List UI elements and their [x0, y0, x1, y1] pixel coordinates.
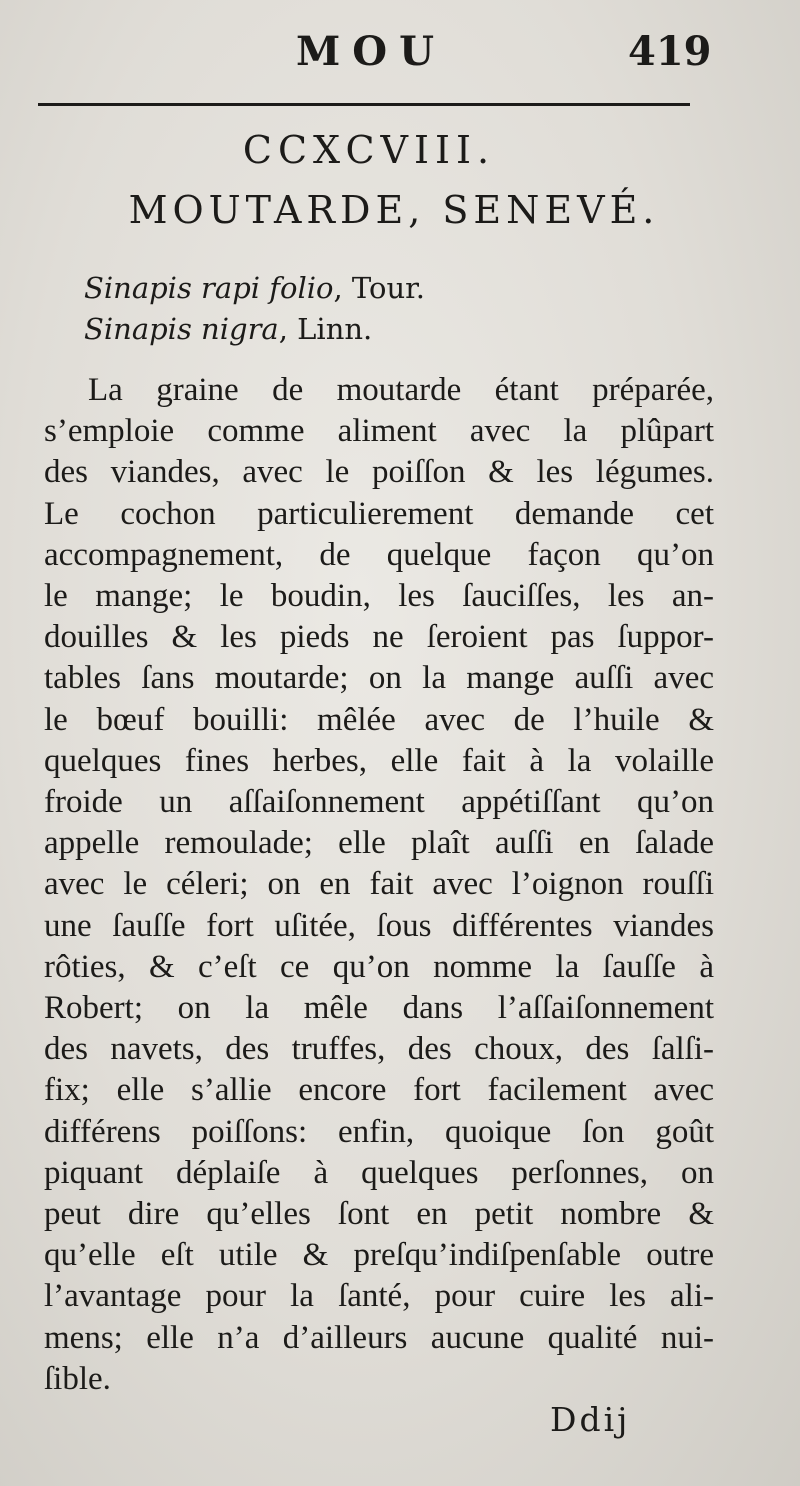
running-title: MOU: [296, 28, 447, 75]
text-line: accompagnement, de quelque façon qu’on: [44, 536, 714, 573]
text-line: fix; elle s’allie encore fort facilement avec: [44, 1072, 714, 1109]
text-line: des navets, des truffes, des choux, des ſalſi-: [44, 1031, 714, 1068]
synonym-latin-name: Sinapis rapi folio: [84, 271, 334, 305]
text-line: Le cochon particulierement demande cet: [44, 495, 714, 532]
signature-mark: Ddij: [550, 1400, 631, 1439]
section-number: CCXCVIII.: [242, 128, 496, 172]
text-line: quelques fines herbes, elle fait à la volaille: [44, 742, 714, 779]
synonym-separator: ,: [333, 271, 352, 305]
synonym-line: [84, 309, 425, 350]
text-line: froide un aſſaiſonnement appétiſſant qu’on: [44, 784, 714, 821]
text-line: l’avantage pour la ſanté, pour cuire les ali-: [44, 1278, 714, 1315]
text-line: s’emploie comme aliment avec la plûpart: [44, 413, 714, 450]
text-line: peut dire qu’elles ſont en petit nombre &: [44, 1196, 714, 1233]
text-line: mens; elle n’a d’ailleurs aucune qualité nui-: [44, 1319, 714, 1356]
text-line: ſible.: [44, 1360, 111, 1397]
botanical-synonyms: [84, 268, 425, 350]
text-line: appelle remoulade; elle plaît auſſi en ſalade: [44, 825, 714, 862]
text-line: le bœuf bouilli: mêlée avec de l’huile &: [44, 701, 714, 738]
text-line: piquant déplaiſe à quelques perſonnes, on: [44, 1154, 714, 1191]
synonym-latin-name: Sinapis nigra: [84, 312, 279, 346]
header-rule: [38, 103, 690, 106]
text-line: Robert; on la mêle dans l’aſſaiſonnement: [44, 990, 714, 1027]
text-line: avec le céleri; on en fait avec l’oignon rouſſi: [44, 866, 714, 903]
synonym-author: Tour.: [351, 271, 426, 305]
body-paragraph: [44, 370, 714, 1400]
text-line: tables ſans moutarde; on la mange auſſi avec: [44, 660, 714, 697]
text-line: rôties, & c’eſt ce qu’on nomme la ſauſſe à: [44, 948, 714, 985]
section-title: MOUTARDE, SENEVÉ.: [128, 188, 660, 232]
synonym-separator: ,: [278, 312, 298, 346]
text-line: La graine de moutarde étant préparée,: [88, 372, 714, 408]
synonym-line: [84, 268, 425, 309]
page-number: 419: [628, 28, 712, 75]
synonym-author: Linn.: [297, 312, 373, 346]
text-line: le mange; le boudin, les ſauciſſes, les an-: [44, 578, 714, 615]
text-line: une ſauſſe fort uſitée, ſous différentes viandes: [44, 907, 714, 944]
text-line: qu’elle eſt utile & preſqu’indiſpenſable outre: [44, 1237, 714, 1274]
text-line: des viandes, avec le poiſſon & les légumes.: [44, 454, 714, 491]
running-head: [0, 28, 800, 78]
text-line: différens poiſſons: enfin, quoique ſon goût: [44, 1113, 714, 1150]
text-line: douilles & les pieds ne ſeroient pas ſuppor-: [44, 619, 714, 656]
